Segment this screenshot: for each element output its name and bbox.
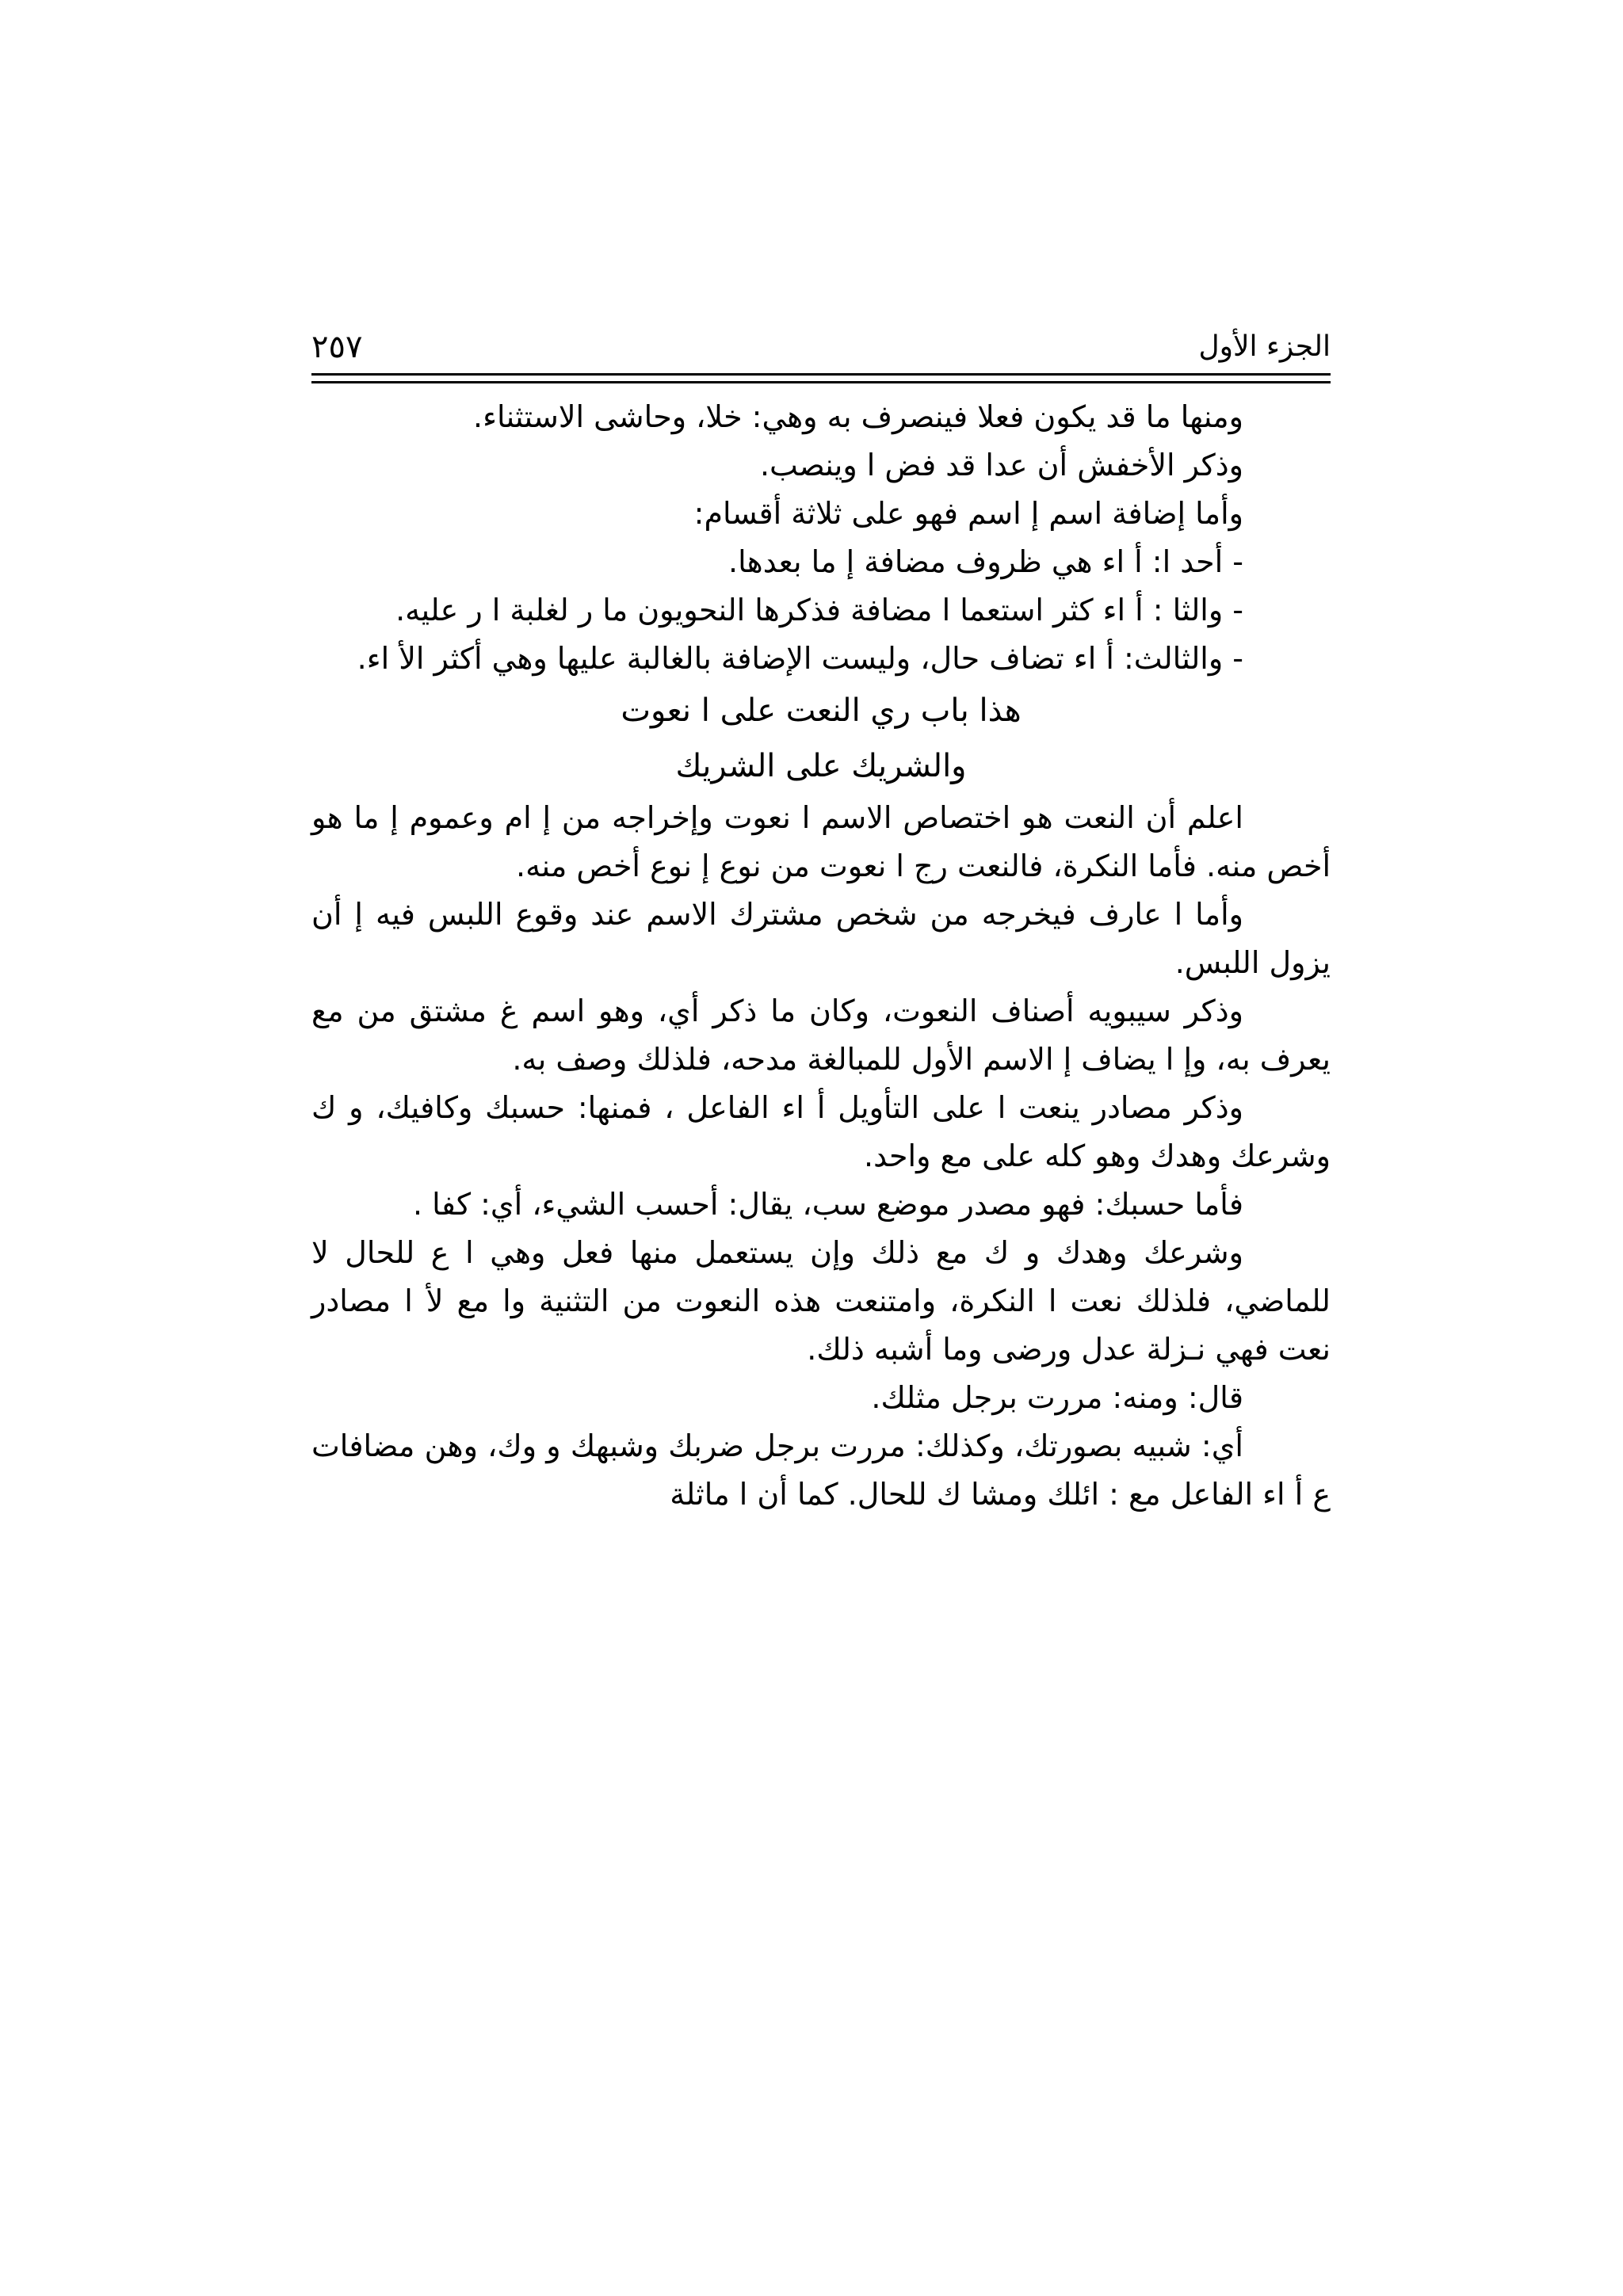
paragraph: وأما ا عارف فيخرجه من شخص مشترك الاسم عند وقوع اللبس فيه إ أن يزول اللبس. (311, 897, 1331, 980)
page-body (311, 393, 1331, 1519)
paragraph: قال: ومنه: مررت برجل مثلك. (871, 1380, 1243, 1415)
header-rule-top (311, 373, 1331, 376)
paragraph: وذكر الأخفش أن عدا قد فض ا وينصب. (759, 448, 1243, 482)
list-item: - أحد ا: أ اء هي ظروف مضافة إ ما بعدها. (728, 544, 1243, 579)
paragraph: وأما إضافة اسم إ اسم فهو على ثلاثة أقسام: (693, 496, 1243, 531)
list-item: - والثا : أ اء كثر استعما ا مضافة فذكرها النحويون ما ر لغلبة ا ر عليه. (395, 593, 1243, 627)
paragraph: ومنها ما قد يكون فعلا فينصرف به وهي: خلا، وحاشى الاستثناء. (473, 399, 1243, 434)
list-item: - والثالث: أ اء تضاف حال، وليست الإضافة بالغالبة عليها وهي أكثر الأ اء. (357, 641, 1243, 676)
paragraph: وذكر سيبويه أصناف النعوت، وكان ما ذكر أي، وهو اسم غ مشتق من مع يعرف به، وإ ا يضاف إ الاسم الأول للمبالغة مدحه، فلذلك وصف به. (311, 994, 1331, 1077)
paragraph: وذكر مصادر ينعت ا على التأويل أ اء الفاعل ، فمنها: حسبك وكافيك، و ك وشرعك وهدك وهو كله على مع واحد. (311, 1090, 1331, 1173)
paragraph: أي: شبيه بصورتك، وكذلك: مررت برجل ضربك وشبهك و وك، وهن مضافات ع أ اء الفاعل مع : ائلك ومشا ك للحال. كما أن ا ماثلة (311, 1428, 1331, 1512)
paragraph: وشرعك وهدك و ك مع ذلك وإن يستعمل منها فعل وهي ا ع للحال لا للماضي، فلذلك نعت ا النكرة، وامتنعت هذه النعوت من التثنية وا مع لأ ا مصادر نعت فهي نـزلة عدل ورضى وما أشبه ذلك. (311, 1235, 1331, 1367)
paragraph: فأما حسبك: فهو مصدر موضع سب، يقال: أحسب الشيء، أي: كفا . (412, 1187, 1243, 1222)
page-number: ٢٥٧ (311, 329, 363, 365)
page-header (311, 323, 1331, 371)
header-rule-bottom (311, 381, 1331, 383)
running-title: الجزء الأول (1198, 330, 1331, 363)
section-heading-line-2: والشريك على الشريك (675, 748, 967, 784)
paragraph: اعلم أن النعت هو اختصاص الاسم ا نعوت وإخراجه من إ ام وعموم إ ما هو أخص منه. فأما النكرة، فالنعت رج ا نعوت من نوع إ نوع أخص منه. (311, 800, 1331, 883)
section-heading-line-1: هذا باب ري النعت على ا نعوت (621, 692, 1022, 729)
